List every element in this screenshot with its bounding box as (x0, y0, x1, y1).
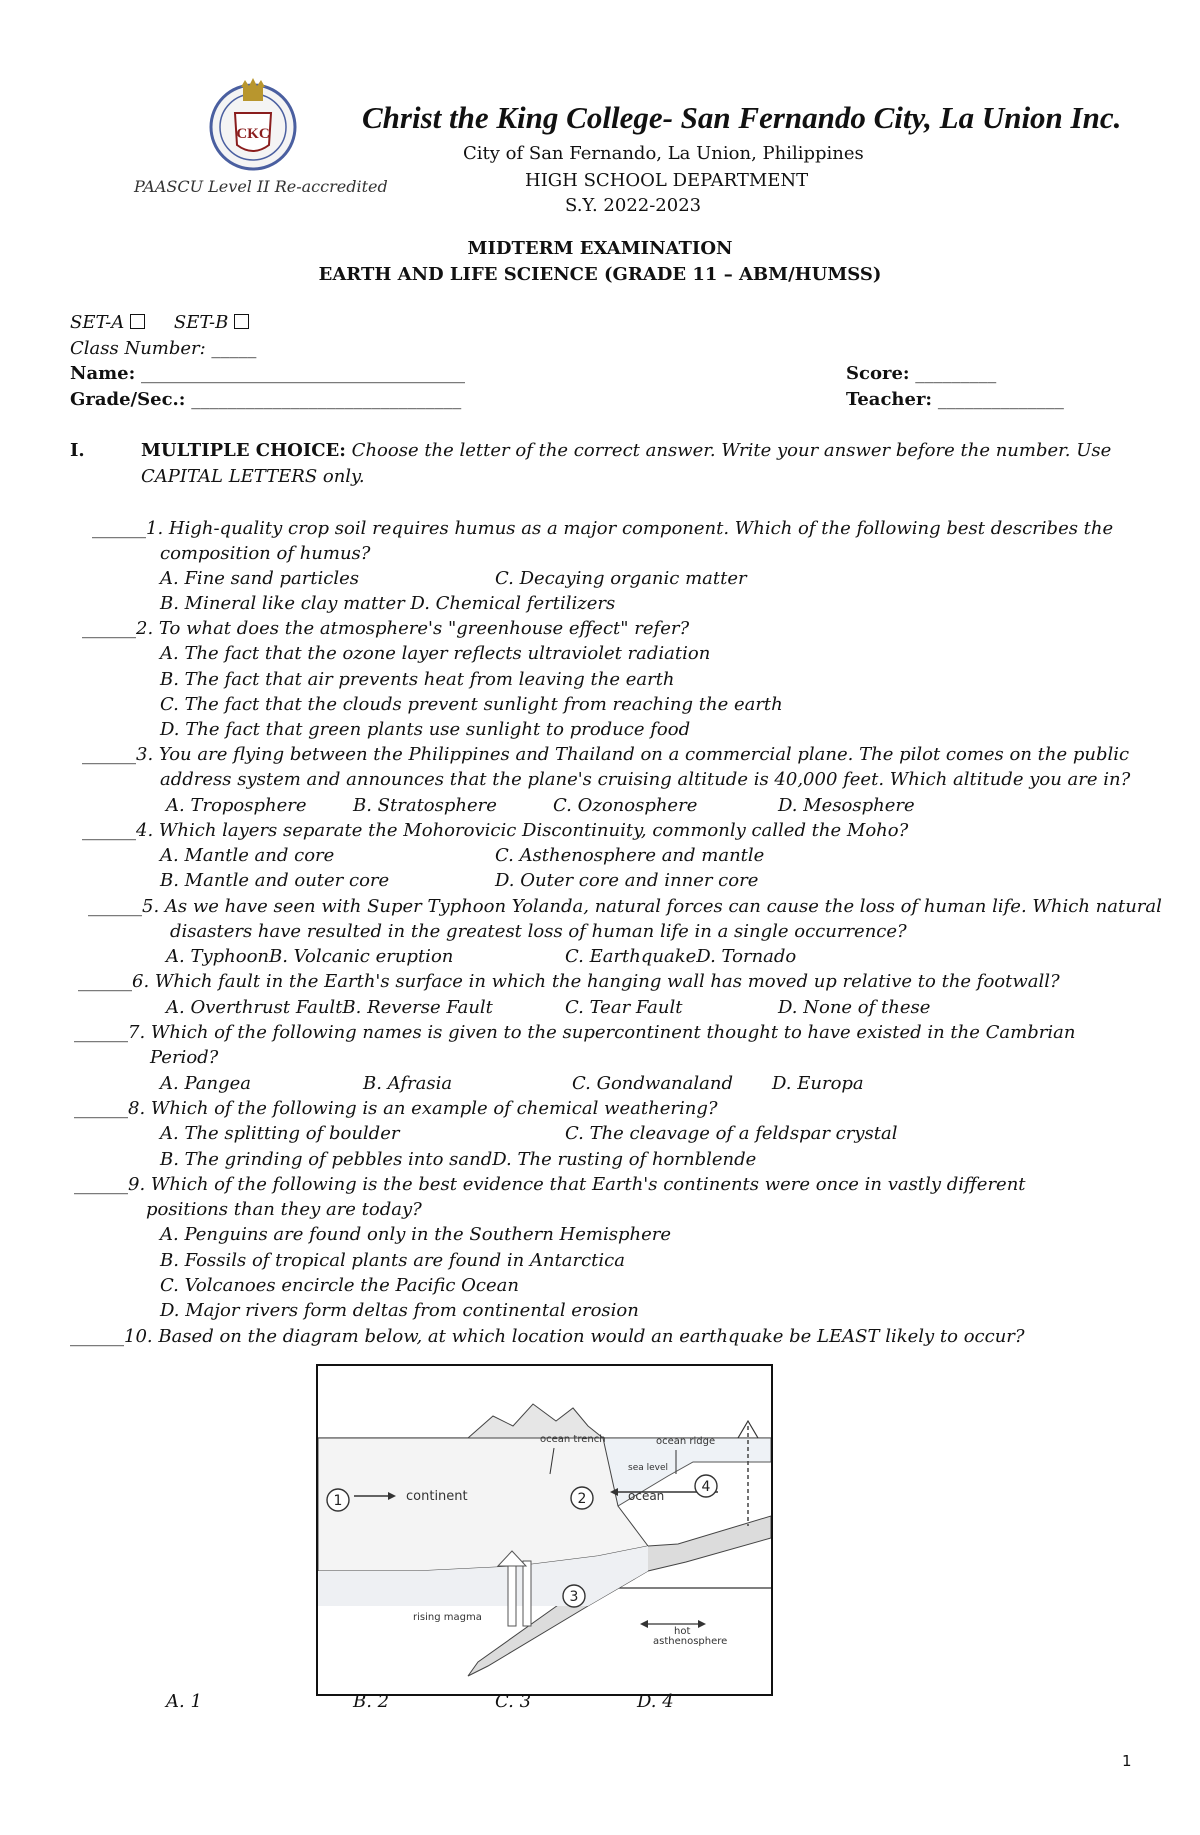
q2-option-a: A. The fact that the ozone layer reflects ultraviolet radiation (160, 643, 711, 664)
label-ocean-trench: ocean trench (540, 1434, 606, 1445)
q7-option-d: D. Europa (772, 1073, 864, 1094)
department-name: HIGH SCHOOL DEPARTMENT (525, 170, 809, 191)
q6-option-ab: A. Overthrust FaultB. Reverse Fault (166, 997, 493, 1018)
set-selection (70, 312, 249, 333)
q9-option-b: B. Fossils of tropical plants are found in Antarctica (160, 1250, 625, 1271)
grade-label: Grade/Sec.: (70, 389, 186, 410)
q2-option-c: C. The fact that the clouds prevent sunlight from reaching the earth (160, 694, 783, 715)
q3-option-b: B. Stratosphere (353, 795, 497, 816)
class-number-field[interactable]: Class Number: _____ (70, 338, 257, 359)
q6-stem: ______6. Which fault in the Earth's surface in which the hanging wall has moved up relative to the footwall? (78, 971, 1060, 992)
marker-4: 4 (701, 1479, 711, 1495)
q2-option-b: B. The fact that air prevents heat from leaving the earth (160, 669, 675, 690)
q4-option-b: B. Mantle and outer core (160, 870, 390, 891)
q3-stem-cont: address system and announces that the plane's cruising altitude is 40,000 feet. Which altitude you are in? (160, 769, 1131, 790)
q9-stem-cont: positions than they are today? (146, 1199, 422, 1220)
teacher-field[interactable] (846, 389, 1064, 410)
q7-option-a: A. Pangea (160, 1073, 251, 1094)
score-field[interactable] (846, 363, 996, 384)
q1-option-a: A. Fine sand particles (160, 568, 360, 589)
q4-option-a: A. Mantle and core (160, 845, 335, 866)
teacher-label: Teacher: (846, 389, 933, 410)
marker-2: 2 (577, 1491, 587, 1507)
section-label: MULTIPLE CHOICE: (141, 440, 346, 461)
q5-option-ab: A. TyphoonB. Volcanic eruption (166, 946, 454, 967)
school-year: S.Y. 2022-2023 (565, 195, 702, 216)
set-a-checkbox[interactable] (130, 314, 145, 329)
grade-field[interactable] (70, 389, 461, 410)
plate-tectonics-diagram (316, 1364, 773, 1696)
q3-option-d: D. Mesosphere (778, 795, 915, 816)
label-hot: hot (674, 1626, 691, 1637)
q8-stem: ______8. Which of the following is an example of chemical weathering? (74, 1098, 718, 1119)
q5-stem-cont: disasters have resulted in the greatest loss of human life in a single occurrence? (170, 921, 907, 942)
q1-stem-cont: composition of humus? (160, 543, 371, 564)
q2-stem: ______2. To what does the atmosphere's "greenhouse effect" refer? (82, 618, 690, 639)
accreditation-note: PAASCU Level II Re-accredited (134, 177, 388, 196)
q10-option-b: B. 2 (353, 1691, 390, 1712)
q10-option-a: A. 1 (166, 1691, 202, 1712)
name-field[interactable] (70, 363, 465, 384)
q3-option-a: A. Troposphere (166, 795, 307, 816)
score-line: _________ (915, 363, 997, 384)
q7-option-c: C. Gondwanaland (572, 1073, 733, 1094)
q3-stem: ______3. You are flying between the Philippines and Thailand on a commercial plane. The pilot comes on the public (82, 744, 1130, 765)
label-sea-level: sea level (628, 1463, 669, 1473)
label-ocean-ridge: ocean ridge (656, 1436, 716, 1447)
q4-option-d: D. Outer core and inner core (495, 870, 759, 891)
exam-subtitle: EARTH AND LIFE SCIENCE (GRADE 11 – ABM/HUMSS) (318, 264, 882, 285)
q3-option-c: C. Ozonosphere (553, 795, 698, 816)
section-instruction (141, 440, 1111, 461)
page-number: 1 (1122, 1752, 1132, 1770)
label-ocean: ocean (628, 1489, 665, 1503)
q8-option-c: C. The cleavage of a feldspar crystal (565, 1123, 898, 1144)
school-name: Christ the King College- San Fernando City, La Union Inc. (362, 100, 1122, 135)
name-label: Name: (70, 363, 136, 384)
q7-option-b: B. Afrasia (363, 1073, 453, 1094)
q6-option-c: C. Tear Fault (565, 997, 683, 1018)
q2-option-d: D. The fact that green plants use sunlight to produce food (160, 719, 691, 740)
label-rising-magma: rising magma (413, 1612, 482, 1623)
q7-stem-cont: Period? (150, 1047, 219, 1068)
marker-3: 3 (569, 1589, 579, 1605)
q9-option-c: C. Volcanoes encircle the Pacific Ocean (160, 1275, 519, 1296)
set-b-label: SET-B (173, 312, 229, 333)
q8-option-a: A. The splitting of boulder (160, 1123, 400, 1144)
section-number: I. (70, 440, 85, 461)
q10-option-c: C. 3 (495, 1691, 532, 1712)
label-continent: continent (406, 1489, 468, 1504)
q1-option-c: C. Decaying organic matter (495, 568, 747, 589)
score-label: Score: (846, 363, 910, 384)
q7-stem: ______7. Which of the following names is given to the supercontinent thought to have existed in the Cambrian (74, 1022, 1076, 1043)
name-line: ____________________________________ (141, 363, 465, 384)
logo-letters: CKC (236, 126, 270, 142)
q10-stem: ______10. Based on the diagram below, at which location would an earthquake be LEAST likely to occur? (70, 1326, 1025, 1347)
section-instruction-line-2: CAPITAL LETTERS only. (141, 466, 365, 487)
q9-option-a: A. Penguins are found only in the Southern Hemisphere (160, 1224, 671, 1245)
school-logo (205, 75, 301, 171)
q1-option-bd: B. Mineral like clay matter D. Chemical fertilizers (160, 593, 616, 614)
q4-option-c: C. Asthenosphere and mantle (495, 845, 765, 866)
grade-line: ______________________________ (191, 389, 462, 410)
q9-option-d: D. Major rivers form deltas from continental erosion (160, 1300, 639, 1321)
q5-option-cd: C. EarthquakeD. Tornado (565, 946, 797, 967)
q10-option-d: D. 4 (637, 1691, 674, 1712)
q5-stem: ______5. As we have seen with Super Typhoon Yolanda, natural forces can cause the loss of human life. Which natural (88, 896, 1162, 917)
plate-diagram-svg (318, 1366, 771, 1694)
q6-option-d: D. None of these (778, 997, 931, 1018)
q1-stem: ______1. High-quality crop soil requires humus as a major component. Which of the following best describes the (92, 518, 1114, 539)
exam-title: MIDTERM EXAMINATION (467, 238, 733, 259)
teacher-line: ______________ (937, 389, 1064, 410)
section-instruction-line-1: Choose the letter of the correct answer. Write your answer before the number. Use (351, 440, 1112, 461)
set-b-checkbox[interactable] (234, 314, 249, 329)
school-city: City of San Fernando, La Union, Philippines (463, 143, 864, 164)
q9-stem: ______9. Which of the following is the best evidence that Earth's continents were once in vastly different (74, 1174, 1026, 1195)
label-asthenosphere: asthenosphere (653, 1636, 728, 1647)
q8-option-bd: B. The grinding of pebbles into sandD. The rusting of hornblende (160, 1149, 757, 1170)
marker-1: 1 (333, 1493, 343, 1509)
q4-stem: ______4. Which layers separate the Mohorovicic Discontinuity, commonly called the Moho? (82, 820, 909, 841)
set-a-label: SET-A (70, 312, 125, 333)
